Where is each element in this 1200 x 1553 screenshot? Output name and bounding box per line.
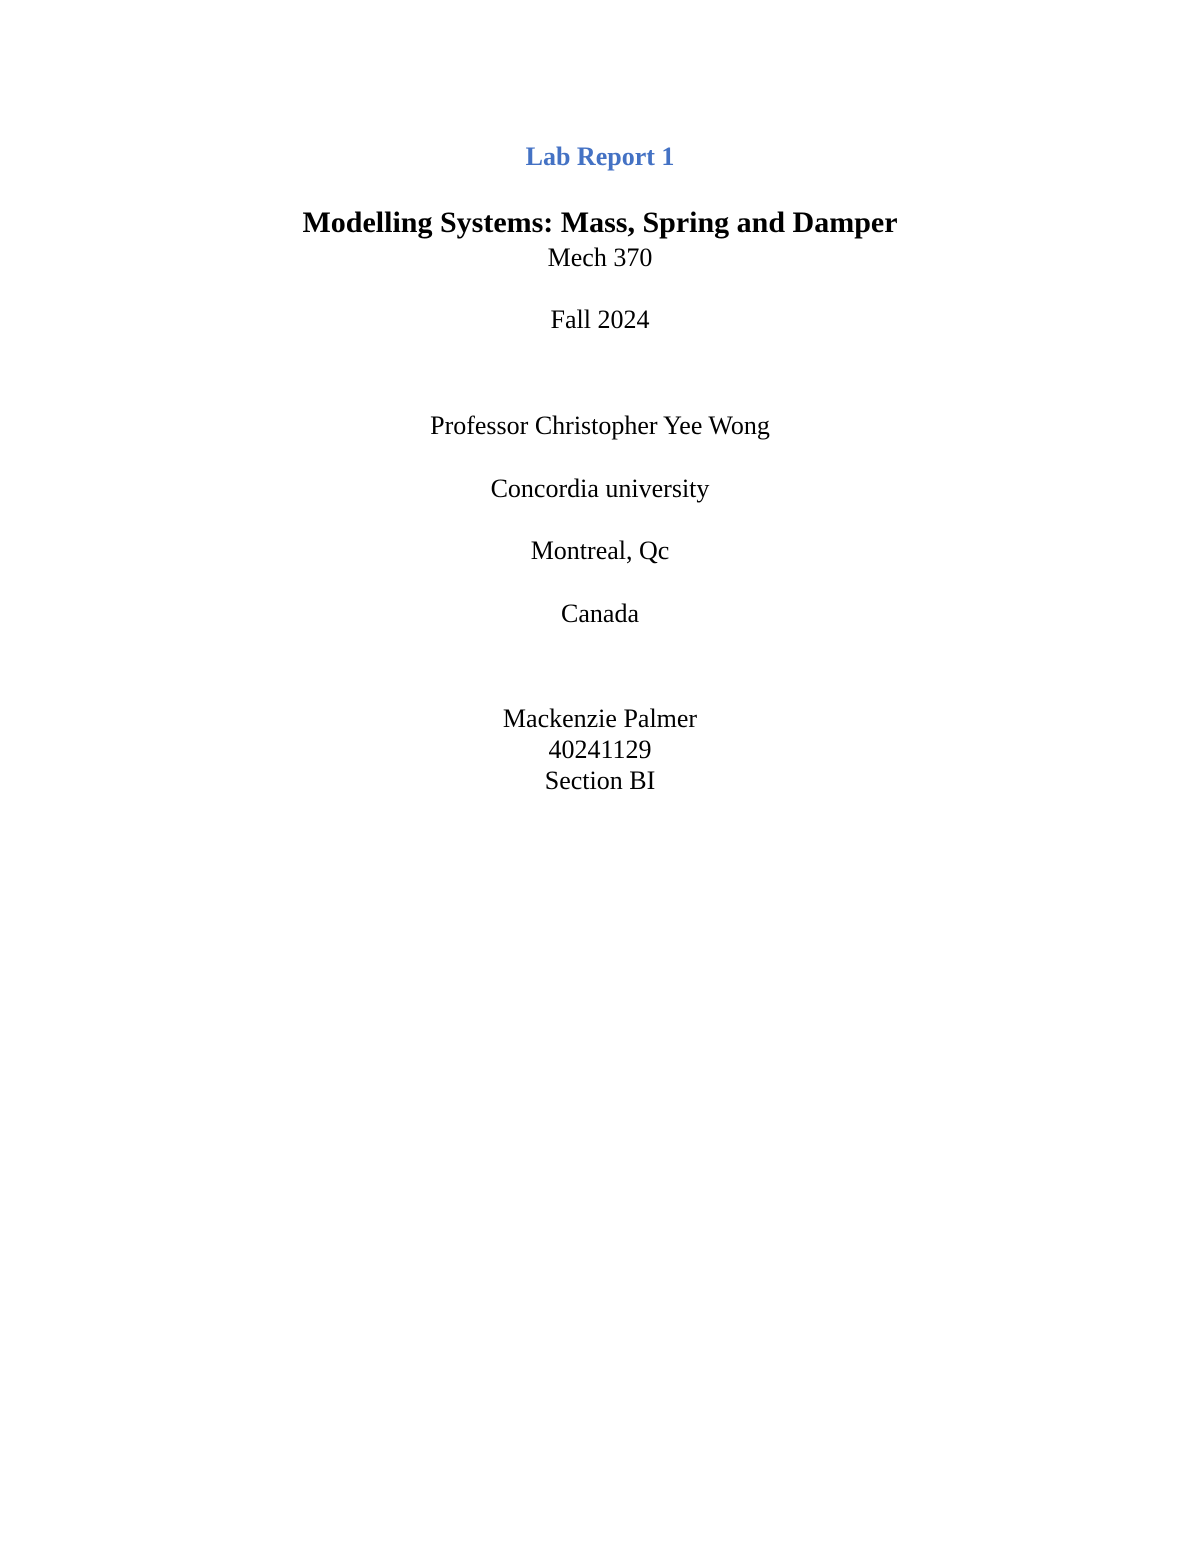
university-name: Concordia university bbox=[490, 474, 710, 503]
report-label: Lab Report 1 bbox=[525, 142, 675, 171]
professor-name: Professor Christopher Yee Wong bbox=[430, 411, 770, 440]
country: Canada bbox=[561, 599, 639, 628]
city: Montreal, Qc bbox=[530, 536, 670, 565]
course-code: Mech 370 bbox=[547, 243, 653, 272]
student-id: 40241129 bbox=[548, 735, 652, 764]
author-name: Mackenzie Palmer bbox=[502, 704, 698, 733]
report-title: Modelling Systems: Mass, Spring and Damper bbox=[302, 206, 898, 239]
section: Section BI bbox=[544, 766, 656, 795]
term: Fall 2024 bbox=[550, 305, 650, 334]
